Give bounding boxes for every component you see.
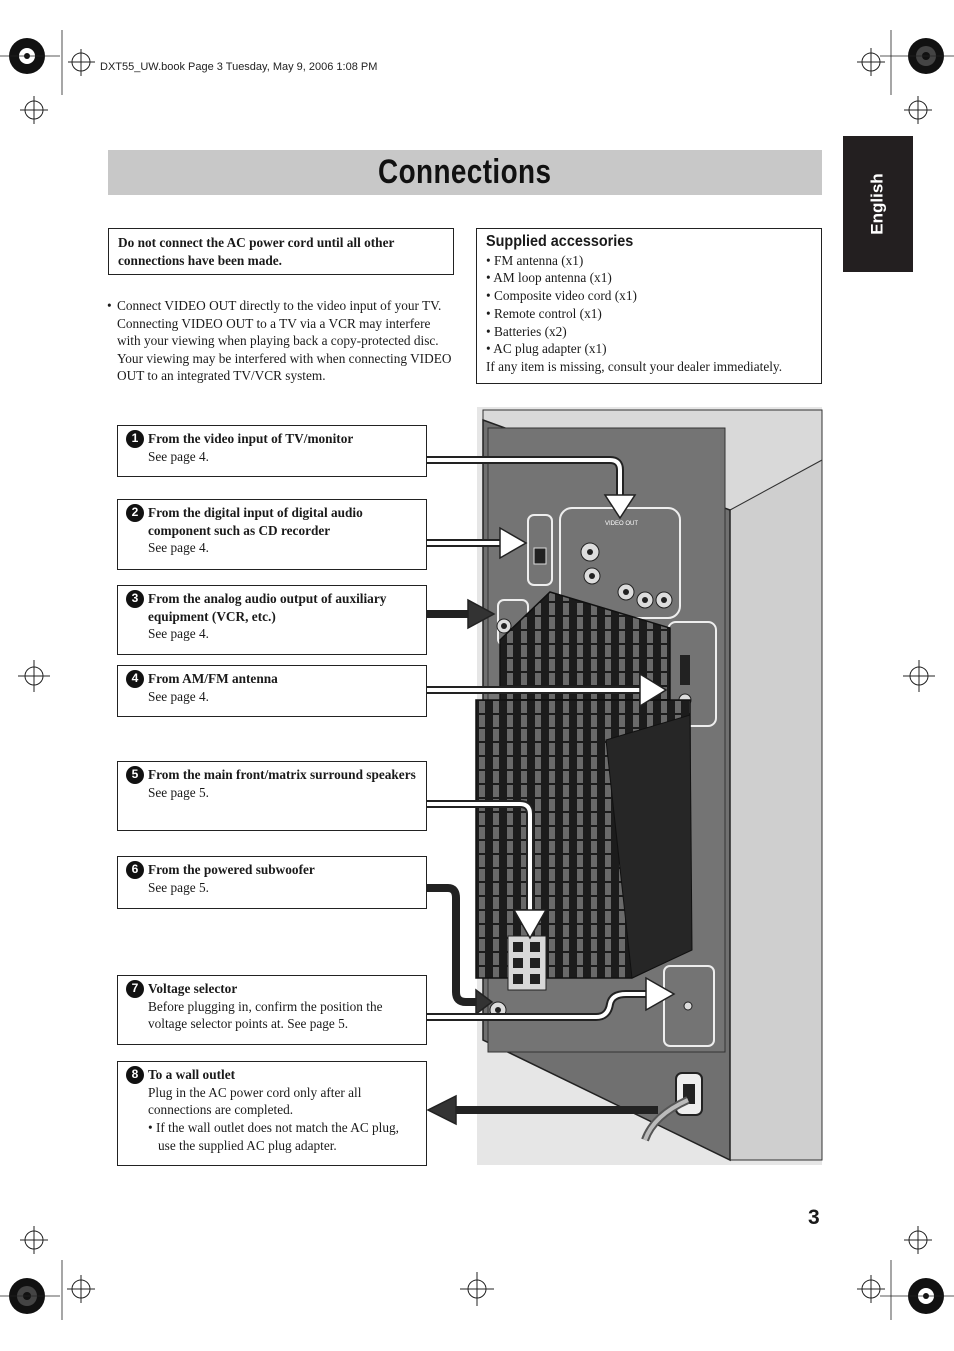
page-number: 3: [808, 1206, 820, 1229]
callout-heading: To a wall outlet: [148, 1067, 236, 1082]
callout-number: 1: [126, 430, 144, 448]
callout-7: [117, 975, 427, 1045]
accessories-footer: If any item is missing, consult your dealer immediately.: [486, 358, 783, 374]
callout-text: See page 5.: [148, 879, 209, 895]
callout-text: See page 4.: [148, 688, 209, 704]
callout-1: [117, 425, 427, 477]
callout-text: See page 5.: [148, 784, 209, 800]
warning-text: Do not connect the AC power cord until all other connections have been made.: [118, 235, 395, 268]
callout-text: See page 4.: [148, 540, 209, 556]
list-item: • AC plug adapter (x1): [486, 341, 607, 357]
callout-number: 4: [126, 670, 144, 688]
accessories-box: [476, 228, 822, 384]
callout-text: Plug in the AC power cord only after all connections are completed.: [148, 1084, 362, 1118]
crop-mark-mid-right: [903, 660, 935, 692]
callout-text: See page 4.: [148, 448, 209, 464]
callout-bullet-text: • If the wall outlet does not match the AC plug, use the supplied AC plug adapter.: [148, 1120, 399, 1153]
title-bar: [108, 150, 822, 195]
callout-5: [117, 761, 427, 831]
list-item: • Composite video cord (x1): [486, 288, 637, 304]
callout-heading: From the main front/matrix surround speakers: [148, 767, 416, 782]
note-bullet: •: [107, 298, 112, 313]
callout-heading: From AM/FM antenna: [148, 671, 278, 686]
callout-8: [117, 1061, 427, 1166]
callout-number: 8: [126, 1066, 144, 1084]
callout-heading: From the video input of TV/monitor: [148, 431, 354, 446]
callout-3: [117, 585, 427, 655]
callout-heading: From the powered subwoofer: [148, 862, 315, 877]
warning-box: [108, 228, 454, 275]
callout-heading: Voltage selector: [148, 981, 238, 996]
callout-number: 7: [126, 980, 144, 998]
callout-number: 3: [126, 590, 144, 608]
list-item: • Remote control (x1): [486, 305, 602, 321]
accessories-list: [486, 252, 812, 358]
crop-mark-top-right: [857, 30, 954, 124]
crop-mark-bottom-center: [460, 1272, 494, 1306]
page-title: Connections: [378, 153, 552, 191]
video-out-label: VIDEO OUT: [605, 521, 639, 527]
list-item: • FM antenna (x1): [486, 252, 584, 268]
callout-6: [117, 856, 427, 909]
device-illustration: [476, 407, 822, 1165]
list-item: • Batteries (x2): [486, 323, 567, 339]
language-tab: [843, 136, 913, 272]
crop-mark-bottom-left: [0, 1226, 95, 1320]
callout-heading: From the analog audio output of auxiliary equipment (VCR, etc.): [148, 591, 387, 624]
list-item: • AM loop antenna (x1): [486, 270, 612, 286]
file-header: DXT55_UW.book Page 3 Tuesday, May 9, 2006 1:08 PM: [100, 61, 378, 73]
crop-mark-top-left: [0, 30, 95, 124]
callout-number: 2: [126, 504, 144, 522]
callout-2: [117, 499, 427, 570]
callout-number: 6: [126, 861, 144, 879]
video-out-note: [107, 297, 457, 385]
callout-number: 5: [126, 766, 144, 784]
note-text: Connect VIDEO OUT directly to the video input of your TV. Connecting VIDEO OUT to a TV via a VCR may interfere with your viewing when playing back a copy-protected disc. Your viewing may be interfered with when connecting VIDEO OUT to an integrated TV/VCR system.: [117, 298, 452, 384]
language-tab-label: English: [868, 173, 887, 235]
callout-text: See page 4.: [148, 626, 209, 642]
crop-mark-mid-left: [18, 660, 50, 692]
callout-text: Before plugging in, confirm the position the voltage selector points at. See page 5.: [148, 998, 383, 1032]
callout-4: [117, 665, 427, 717]
callout-heading: From the digital input of digital audio component such as CD recorder: [148, 505, 363, 538]
crop-mark-bottom-right: [857, 1226, 954, 1320]
accessories-title: Supplied accessories: [486, 233, 634, 250]
